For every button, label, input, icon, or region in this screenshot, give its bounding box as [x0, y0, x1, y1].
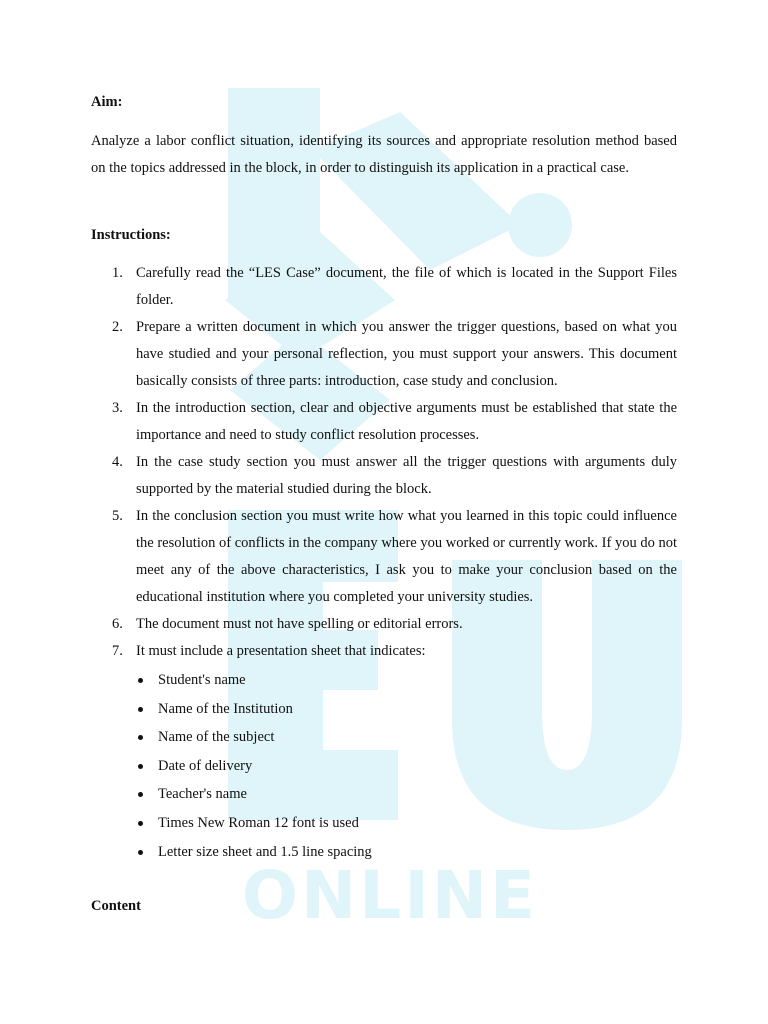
content-heading: Content	[91, 898, 141, 914]
bullet-text: Teacher's name	[158, 786, 247, 803]
bullet-icon	[138, 850, 143, 855]
instruction-text: Prepare a written document in which you answer the trigger questions, based on what you have studied and your personal reflection, you must support your answers. This document basically consists of three parts: introduction, case study and conclusion.	[136, 319, 677, 389]
instruction-number: 7.	[112, 643, 123, 659]
instruction-number: 1.	[112, 265, 123, 281]
instruction-item	[0, 449, 677, 503]
bullet-text: Letter size sheet and 1.5 line spacing	[158, 843, 372, 860]
instruction-text: Carefully read the “LES Case” document, the file of which is located in the Support Files folder.	[136, 265, 677, 308]
bullet-item	[136, 666, 677, 695]
bullet-text: Name of the Institution	[158, 700, 293, 717]
presentation-sheet-list	[136, 666, 677, 866]
bullet-text: Date of delivery	[158, 757, 253, 774]
bullet-icon	[138, 678, 143, 683]
instruction-text: In the case study section you must answer all the trigger questions with arguments duly supported by the material studied during the block.	[136, 454, 677, 497]
bullet-item	[136, 752, 677, 781]
bullet-item	[136, 838, 677, 867]
bullet-icon	[138, 792, 143, 797]
instruction-text: In the conclusion section you must write how what you learned in this topic could influence the resolution of conflicts in the company where you worked or currently work. If you do not meet any of the above characteristics, I ask you to make your conclusion based on the educational institution where you completed your university studies.	[136, 508, 677, 605]
aim-paragraph: Analyze a labor conflict situation, identifying its sources and appropriate resolution method based on the topics addressed in the block, in order to distinguish its application in a practical case.	[91, 133, 677, 176]
instruction-number: 2.	[112, 319, 123, 335]
bullet-item	[136, 723, 677, 752]
bullet-item	[136, 780, 677, 809]
instruction-item	[0, 260, 677, 314]
instructions-list	[0, 260, 768, 866]
instruction-item	[0, 395, 677, 449]
instruction-number: 6.	[112, 616, 123, 632]
aim-heading: Aim:	[91, 94, 123, 110]
bullet-icon	[138, 735, 143, 740]
bullet-text: Name of the subject	[158, 729, 275, 746]
bullet-item	[136, 809, 677, 838]
instruction-number: 4.	[112, 454, 123, 470]
instruction-item	[0, 503, 677, 611]
instructions-heading: Instructions:	[91, 227, 171, 243]
bullet-item	[136, 695, 677, 724]
instruction-item	[0, 638, 677, 866]
bullet-text: Times New Roman 12 font is used	[158, 814, 359, 831]
instruction-item	[0, 314, 677, 395]
instruction-item	[0, 611, 677, 638]
bullet-text: Student's name	[158, 672, 246, 688]
watermark-online: ONLINE	[241, 857, 539, 934]
instruction-text: The document must not have spelling or editorial errors.	[136, 616, 463, 632]
instruction-text: In the introduction section, clear and objective arguments must be established that state the importance and need to study conflict resolution processes.	[136, 400, 677, 443]
bullet-icon	[138, 821, 143, 826]
bullet-icon	[138, 707, 143, 712]
bullet-icon	[138, 764, 143, 769]
instruction-number: 5.	[112, 508, 123, 524]
instruction-number: 3.	[112, 400, 123, 416]
instruction-text: It must include a presentation sheet that indicates:	[136, 643, 426, 659]
